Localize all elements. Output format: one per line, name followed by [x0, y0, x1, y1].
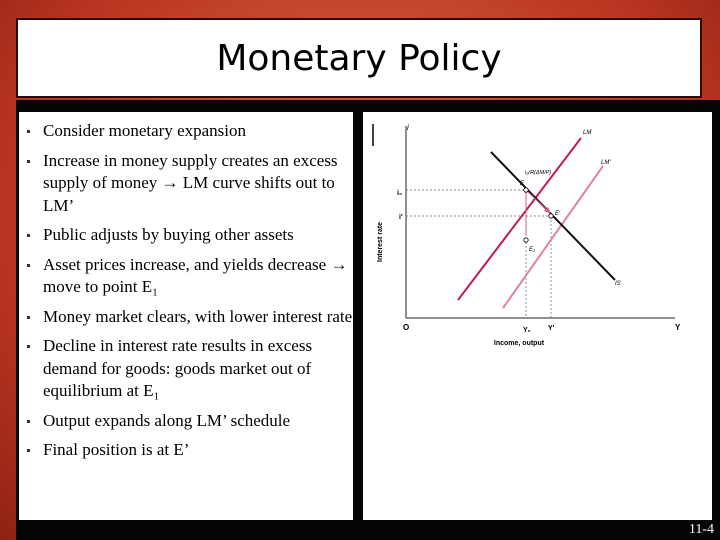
x-tick-y0: Y₀ — [523, 327, 531, 334]
bullet-text: Money market clears, with lower interest rate — [43, 306, 353, 326]
bullet-item — [19, 306, 353, 329]
point-e-prime — [549, 214, 553, 218]
slide-number: 11-4 — [688, 522, 714, 537]
y-axis-symbol: i — [407, 123, 409, 132]
point-e-label: E — [520, 181, 525, 187]
bullet-item — [19, 254, 353, 299]
point-e — [524, 188, 528, 192]
bullet-item — [19, 224, 353, 247]
shift-arrow — [526, 190, 549, 212]
y-axis-label: Interest rate — [377, 221, 384, 262]
bullet-dot-icon — [27, 264, 30, 267]
bullet-item — [19, 150, 353, 218]
point-e1-label: E₁ — [529, 247, 535, 253]
bullet-item — [19, 120, 353, 143]
y-tick-iprime: i′ — [399, 214, 403, 221]
x-axis-end-label: Y — [675, 323, 681, 332]
bullet-dot-icon — [27, 130, 30, 133]
bullet-dot-icon — [27, 160, 30, 163]
point-e1 — [524, 238, 528, 242]
lm-prime-label: LM′ — [601, 160, 611, 166]
y-tick-i0: i₀ — [397, 190, 403, 197]
bullet-item — [19, 410, 353, 433]
point-e-prime-label: E′ — [555, 211, 561, 217]
bullet-panel — [19, 112, 353, 520]
origin-label: O — [403, 323, 410, 332]
lm-label: LM — [583, 130, 592, 136]
bullet-dot-icon — [27, 316, 30, 319]
bullet-item — [19, 439, 353, 462]
bullet-dot-icon — [27, 449, 30, 452]
title-box — [16, 18, 702, 98]
bullet-text: Decline in interest rate results in excess demand for goods: goods market out of equilibrium at E₁ — [43, 336, 313, 400]
bullet-text: Increase in money supply creates an excess supply of money → LM curve shifts out to LM’ — [43, 150, 338, 215]
bullet-text: Final position is at E’ — [43, 440, 190, 459]
x-tick-yprime: Y′ — [548, 325, 555, 332]
lm-prime-curve — [503, 166, 603, 308]
bullet-text: Output expands along LM’ schedule — [43, 410, 291, 430]
bullet-text: Consider monetary expansion — [43, 121, 247, 140]
islm-diagram — [363, 112, 712, 520]
is-label: IS — [615, 281, 621, 287]
slide-title: Monetary Policy — [216, 37, 502, 79]
bullet-dot-icon — [27, 234, 30, 237]
annotation: i₀/R(ΔM/P) — [525, 170, 552, 176]
lm-curve — [458, 138, 581, 300]
bullet-list — [19, 112, 353, 462]
bullet-dot-icon — [27, 420, 30, 423]
bullet-dot-icon — [27, 345, 30, 348]
bullet-text: Public adjusts by buying other assets — [43, 225, 294, 244]
islm-diagram-panel — [363, 112, 712, 520]
bullet-item — [19, 335, 353, 403]
x-axis-label: Income, output — [493, 340, 545, 347]
bullet-text: Asset prices increase, and yields decrease → move to point E₁ — [43, 254, 348, 296]
